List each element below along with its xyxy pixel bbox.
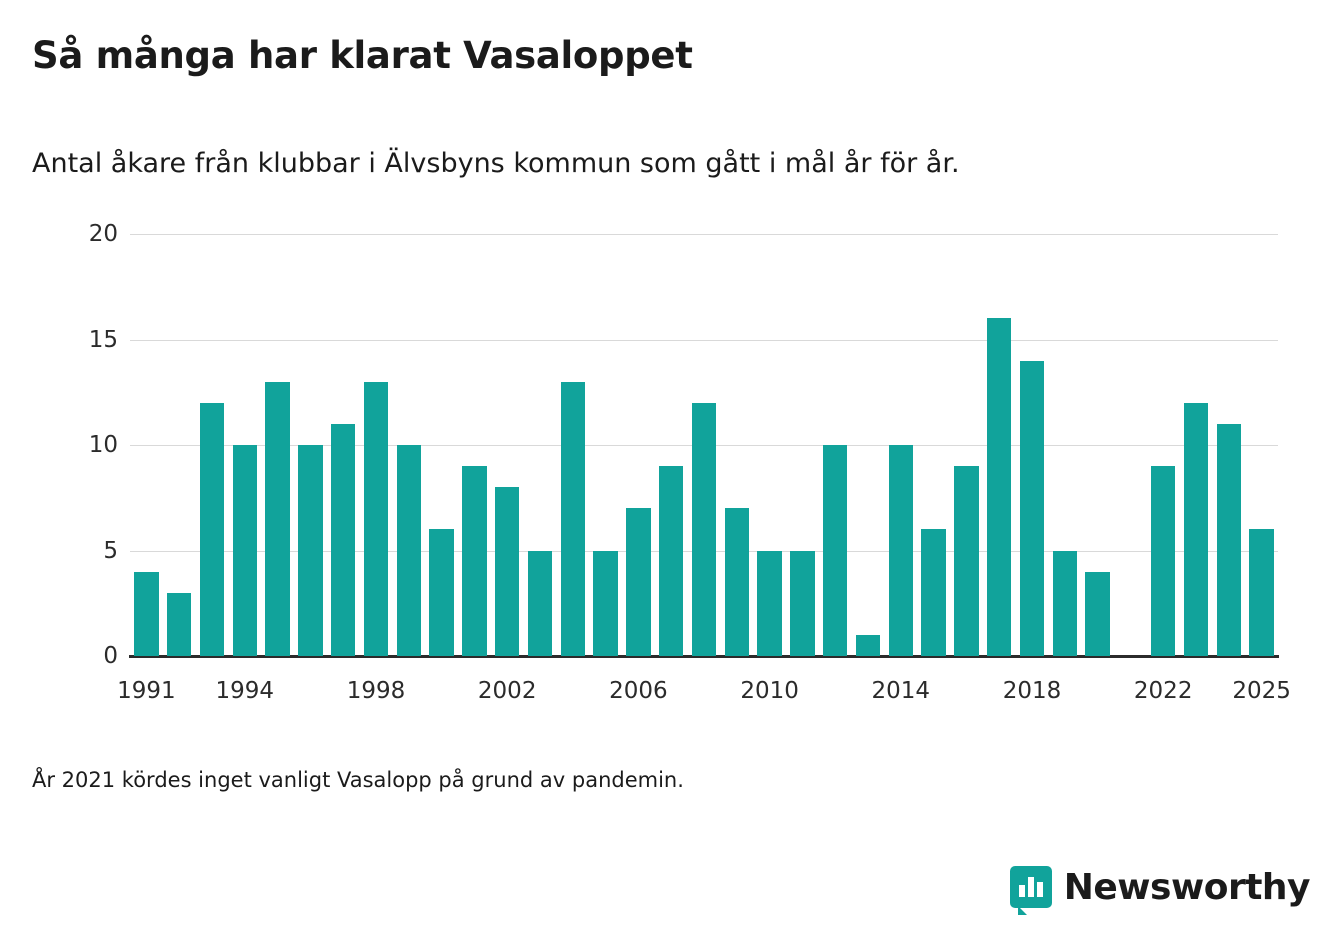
gridline bbox=[130, 340, 1278, 341]
x-axis-tick-label: 2006 bbox=[609, 678, 668, 704]
bar[interactable] bbox=[823, 445, 847, 656]
y-axis-tick-label: 10 bbox=[88, 432, 118, 458]
bar[interactable] bbox=[725, 508, 749, 656]
bar[interactable] bbox=[462, 466, 486, 656]
bar[interactable] bbox=[626, 508, 650, 656]
gridline bbox=[130, 234, 1278, 235]
x-axis-tick-label: 2018 bbox=[1002, 678, 1062, 704]
bar[interactable] bbox=[921, 529, 945, 656]
bar[interactable] bbox=[429, 529, 453, 656]
bar[interactable] bbox=[692, 403, 716, 656]
y-axis-tick-label: 0 bbox=[103, 643, 118, 669]
chart-footnote: År 2021 kördes inget vanligt Vasalopp på grund av pandemin. bbox=[32, 768, 684, 792]
bar-chart-bubble-icon bbox=[1010, 866, 1052, 908]
bar[interactable] bbox=[265, 382, 289, 656]
page-title: Så många har klarat Vasaloppet bbox=[32, 34, 693, 77]
x-axis-tick-label: 1998 bbox=[346, 678, 406, 704]
bar[interactable] bbox=[593, 551, 617, 657]
page-subtitle: Antal åkare från klubbar i Älvsbyns kommun som gått i mål år för år. bbox=[32, 148, 960, 179]
bar[interactable] bbox=[528, 551, 552, 657]
bar[interactable] bbox=[954, 466, 978, 656]
x-axis-tick-label: 2014 bbox=[871, 678, 931, 704]
brand-logo bbox=[1010, 866, 1310, 908]
bar[interactable] bbox=[987, 318, 1011, 656]
x-axis-tick-label: 2025 bbox=[1232, 678, 1291, 704]
plot-area bbox=[88, 221, 1291, 704]
brand-name: Newsworthy bbox=[1063, 866, 1310, 908]
bar[interactable] bbox=[397, 445, 421, 656]
bar[interactable] bbox=[1249, 529, 1273, 656]
x-axis-tick-label: 2010 bbox=[740, 678, 799, 704]
y-axis-tick-label: 15 bbox=[88, 326, 118, 353]
x-axis-tick-label: 2022 bbox=[1133, 678, 1193, 704]
bar[interactable] bbox=[233, 445, 257, 656]
bar[interactable] bbox=[364, 382, 388, 656]
bar[interactable] bbox=[1053, 551, 1077, 657]
x-axis-tick-label: 1991 bbox=[117, 678, 176, 704]
bar[interactable] bbox=[889, 445, 913, 656]
bar[interactable] bbox=[757, 551, 781, 657]
bar[interactable] bbox=[790, 551, 814, 657]
bar[interactable] bbox=[1151, 466, 1175, 656]
bar[interactable] bbox=[1184, 403, 1208, 656]
bar[interactable] bbox=[561, 382, 585, 656]
bar-chart bbox=[32, 218, 1291, 704]
bar[interactable] bbox=[1085, 572, 1109, 656]
bar[interactable] bbox=[200, 403, 224, 656]
bar[interactable] bbox=[856, 635, 880, 656]
x-axis-tick-label: 1994 bbox=[215, 678, 275, 704]
bar[interactable] bbox=[167, 593, 191, 656]
bar[interactable] bbox=[659, 466, 683, 656]
y-axis-tick-label: 20 bbox=[88, 221, 118, 247]
bar[interactable] bbox=[134, 572, 158, 656]
x-axis-tick-label: 2002 bbox=[477, 678, 537, 704]
bar[interactable] bbox=[331, 424, 355, 656]
bar[interactable] bbox=[1020, 361, 1044, 656]
bar[interactable] bbox=[298, 445, 322, 656]
bar[interactable] bbox=[1217, 424, 1241, 656]
y-axis-tick-label: 5 bbox=[103, 537, 118, 564]
bar[interactable] bbox=[495, 487, 519, 656]
